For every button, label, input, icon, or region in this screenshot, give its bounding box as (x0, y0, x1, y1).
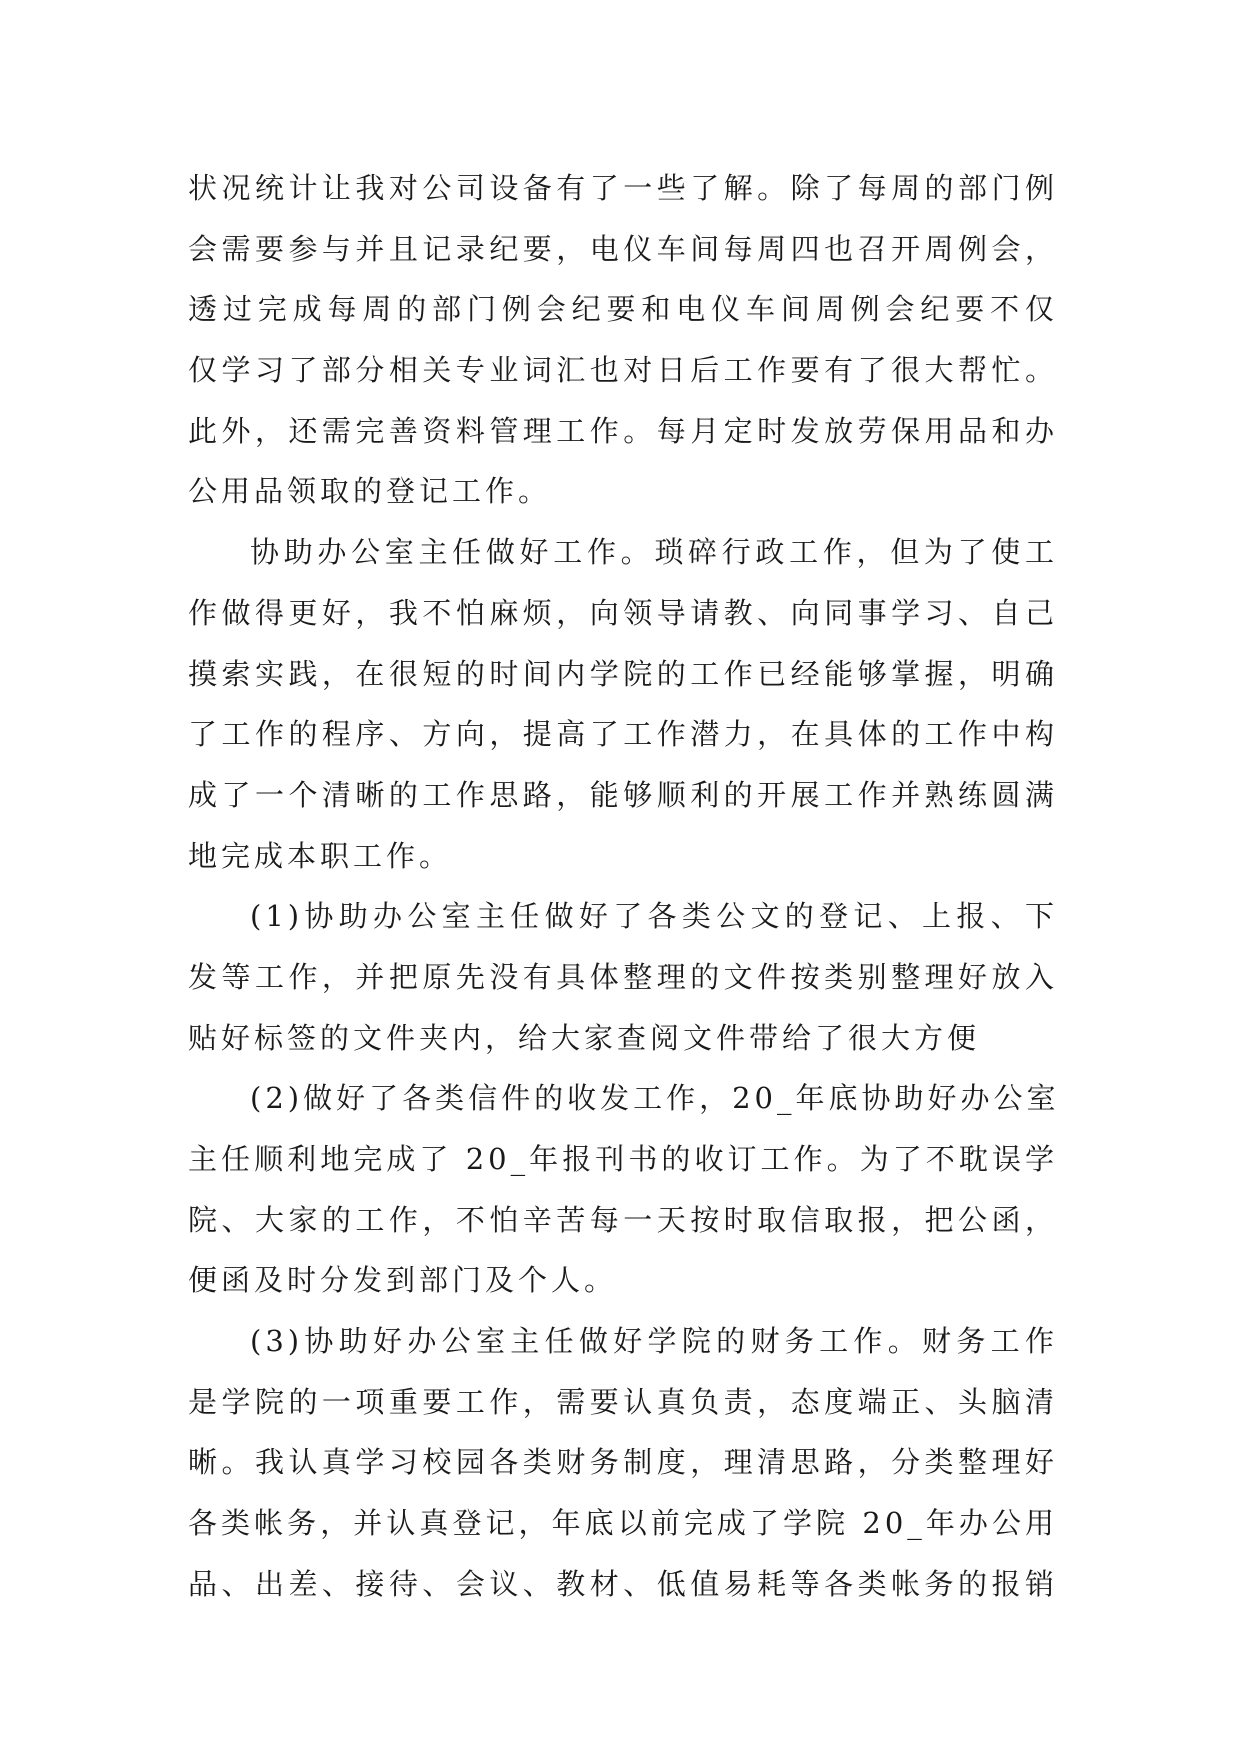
text-line: (3)协助好办公室主任做好学院的财务工作。财务工作 (250, 1324, 1058, 1359)
text-line: 公用品领取的登记工作。 (188, 474, 552, 509)
text-line: 摸索实践，在很短的时间内学院的工作已经能够掌握，明确 (188, 656, 1058, 691)
text-line: 品、出差、接待、会议、教材、低值易耗等各类帐务的报销 (188, 1566, 1058, 1601)
text-line: 协助办公室主任做好工作。琐碎行政工作，但为了使工 (250, 535, 1058, 570)
paragraph-2 (188, 522, 1058, 886)
paragraph-5 (188, 1311, 1058, 1614)
text-line: 主任顺利地完成了 20_年报刊书的收订工作。为了不耽误学 (188, 1142, 1058, 1176)
text-line: 各类帐务，并认真登记，年底以前完成了学院 20_年办公用 (188, 1506, 1058, 1541)
text-line: 状况统计让我对公司设备有了一些了解。除了每周的部门例 (188, 171, 1058, 205)
paragraph-1 (188, 158, 1058, 522)
text-line: 是学院的一项重要工作，需要认真负责，态度端正、头脑清 (188, 1384, 1058, 1419)
paragraph-4 (188, 1068, 1058, 1311)
text-line: 仅学习了部分相关专业词汇也对日后工作要有了很大帮忙。 (188, 353, 1058, 388)
text-line: 成了一个清晰的工作思路，能够顺利的开展工作并熟练圆满 (188, 777, 1058, 812)
paragraph-3 (188, 886, 1058, 1068)
text-line: 便函及时分发到部门及个人。 (188, 1263, 618, 1298)
text-line: 会需要参与并且记录纪要，电仪车间每周四也召开周例会， (188, 231, 1058, 266)
text-line: (1)协助办公室主任做好了各类公文的登记、上报、下 (250, 899, 1058, 934)
text-line: 院、大家的工作，不怕辛苦每一天按时取信取报，把公函， (188, 1202, 1058, 1237)
text-line: 此外，还需完善资料管理工作。每月定时发放劳保用品和办 (188, 413, 1058, 448)
text-line: 贴好标签的文件夹内，给大家查阅文件带给了很大方便 (188, 1020, 981, 1055)
text-line: 地完成本职工作。 (188, 838, 453, 873)
document-body (188, 158, 1058, 1615)
text-line: 透过完成每周的部门例会纪要和电仪车间周例会纪要不仅 (188, 292, 1058, 327)
text-line: 作做得更好，我不怕麻烦，向领导请教、向同事学习、自己 (188, 595, 1058, 630)
text-line: 了工作的程序、方向，提高了工作潜力，在具体的工作中构 (188, 717, 1058, 752)
text-line: 晰。我认真学习校园各类财务制度，理清思路，分类整理好 (188, 1445, 1058, 1480)
text-line: 发等工作，并把原先没有具体整理的文件按类别整理好放入 (188, 959, 1058, 994)
text-line: (2)做好了各类信件的收发工作，20_年底协助好办公室 (250, 1081, 1060, 1116)
